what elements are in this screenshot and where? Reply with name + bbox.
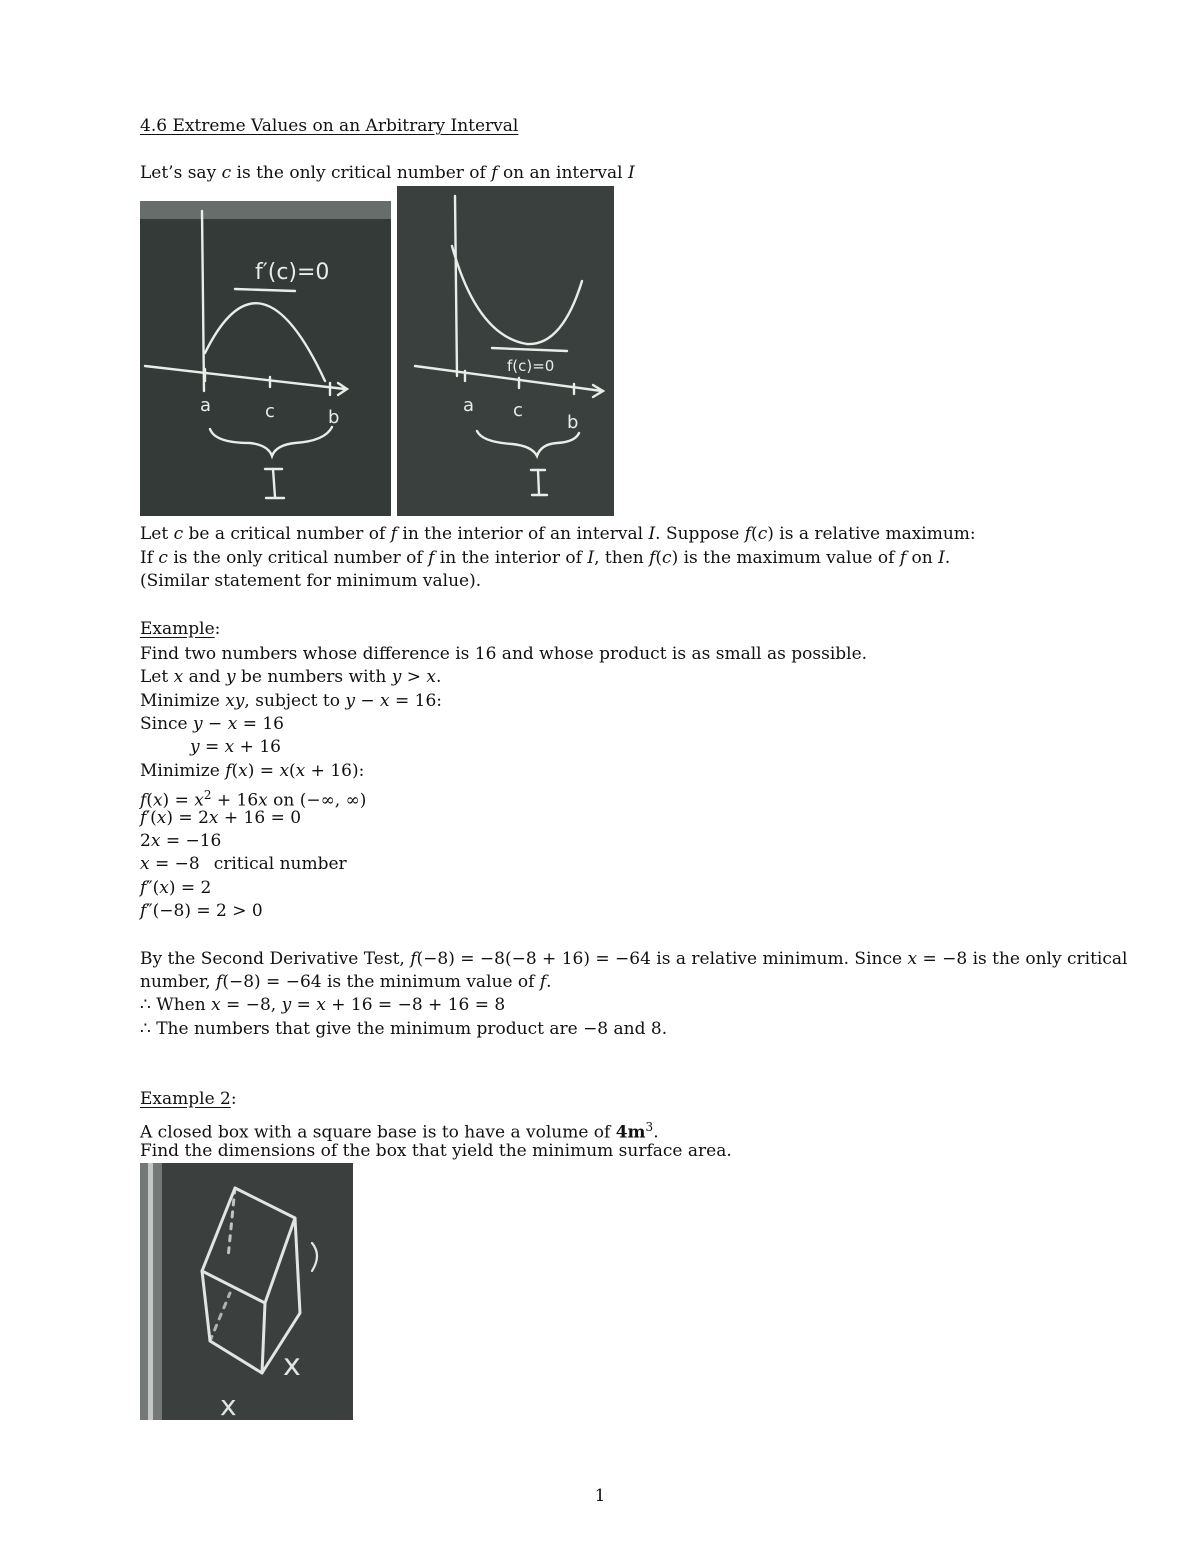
step-f-double-prime-value: f″(−8) = 2 > 0 [140,901,263,921]
step-y-equals: y = x + 16 [190,737,281,757]
conclusion-line-2: number, f(−8) = −64 is the minimum value of f. [140,972,552,992]
chalkboard-maximum-photo [140,201,391,516]
box-label-x-right: x [283,1348,301,1383]
step-since: Since y − x = 16 [140,714,284,734]
page-number: 1 [594,1486,606,1506]
intro-line: Let’s say c is the only critical number of f on an interval I [140,163,635,183]
theorem-line-2: If c is the only critical number of f in the interior of I, then f(c) is the maximum value of f on I. [140,548,951,568]
example2-heading: Example 2: [140,1089,237,1109]
step-f-quadratic: $f(x) = x^2 + 16x$ on (−∞, ∞) [140,788,367,811]
conclusion-line-1: By the Second Derivative Test, f(−8) = −8(−8 + 16) = −64 is a relative minimum. Since x = −8 is the only critical [140,949,1128,969]
example-heading: Example: [140,619,221,639]
step-minimize-xy: Minimize xy, subject to y − x = 16: [140,691,443,711]
box-label-x-bottom: x [220,1389,237,1420]
conclusion-line-3: ∴ When x = −8, y = x + 16 = −8 + 16 = 8 [140,995,506,1015]
step-2x: 2x = −16 [140,831,222,851]
board-label-fc: f(c)=0 [507,357,555,375]
example2-statement-1: A closed box with a square base is to have a volume of $4m^3$. [140,1120,659,1143]
conclusion-line-4: ∴ The numbers that give the minimum product are −8 and 8. [140,1019,668,1039]
theorem-line-3: (Similar statement for minimum value). [140,571,482,591]
step-critical-number: x = −8 critical number [140,854,347,874]
board-label-b: b [567,412,579,433]
step-let: Let x and y be numbers with y > x. [140,667,442,687]
board-label-a: a [200,395,212,416]
board-label-a: a [463,395,475,416]
chalkboard-box-photo [140,1163,353,1420]
board-label-fprime: f′(c)=0 [255,260,330,285]
board-label-c: c [513,400,523,421]
step-f-prime: f′(x) = 2x + 16 = 0 [140,808,302,828]
board-label-c: c [265,401,275,422]
board-label-b: b [328,407,340,428]
step-minimize-f: Minimize f(x) = x(x + 16): [140,761,365,781]
theorem-line-1: Let c be a critical number of f in the interior of an interval I. Suppose f(c) is a relative maximum: [140,524,976,544]
chalkboard-minimum-photo [397,186,614,516]
page-title: 4.6 Extreme Values on an Arbitrary Interval [140,116,519,136]
step-f-double-prime: f″(x) = 2 [140,878,212,898]
example2-statement-2: Find the dimensions of the box that yield the minimum surface area. [140,1141,732,1161]
example-statement: Find two numbers whose difference is 16 and whose product is as small as possible. [140,644,868,664]
